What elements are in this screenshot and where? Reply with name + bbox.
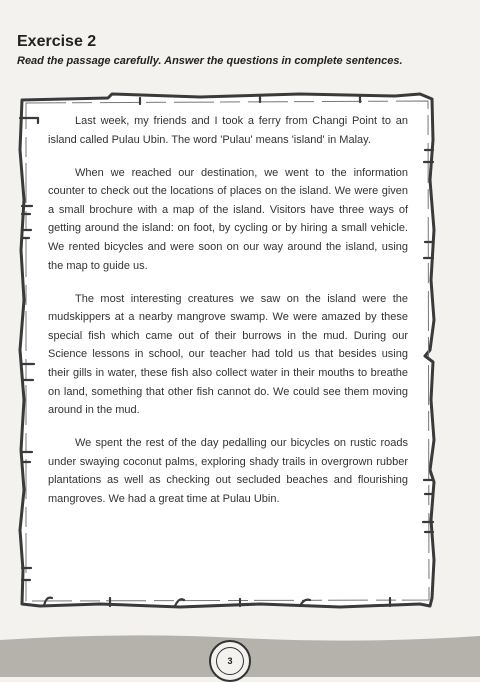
page-number: 3 (216, 647, 244, 675)
passage (48, 112, 408, 523)
exercise-instructions: Read the passage carefully. Answer the questions in complete sentences. (17, 55, 403, 67)
passage-paragraph-4: We spent the rest of the day pedalling our bicycles on rustic roads under swaying coconut palms, exploring shady trails in overgrown rubber plantations as well as checking out secluded beaches and flourishing mangroves. We had a great time at Pulau Ubin. (48, 437, 408, 505)
page-number-badge (209, 640, 251, 682)
passage-paragraph-1: Last week, my friends and I took a ferry from Changi Point to an island called Pulau Ubin. The word 'Pulau' means 'island' in Malay. (48, 115, 408, 146)
passage-paragraph-2: When we reached our destination, we went to the information counter to check out the locations of places on the island. We were given a small brochure with a map of the island. Visitors have three ways of getting around the island: on foot, by cycling or by hiring a small vehicle. We rented bicycles and were soon on our way around the island, using the map to guide us. (48, 166, 408, 272)
passage-paragraph-3: The most interesting creatures we saw on the island were the mudskippers at a nearby mangrove swamp. We were amazed by these special fish which came out of their burrows in the mud. During our Science lessons in school, our teacher had told us that besides using their gills in water, these fish also collect water in their mouths to breathe on land, something that other fish cannot do. We could see them moving around in the mud. (48, 292, 408, 417)
exercise-title: Exercise 2 (17, 33, 97, 50)
